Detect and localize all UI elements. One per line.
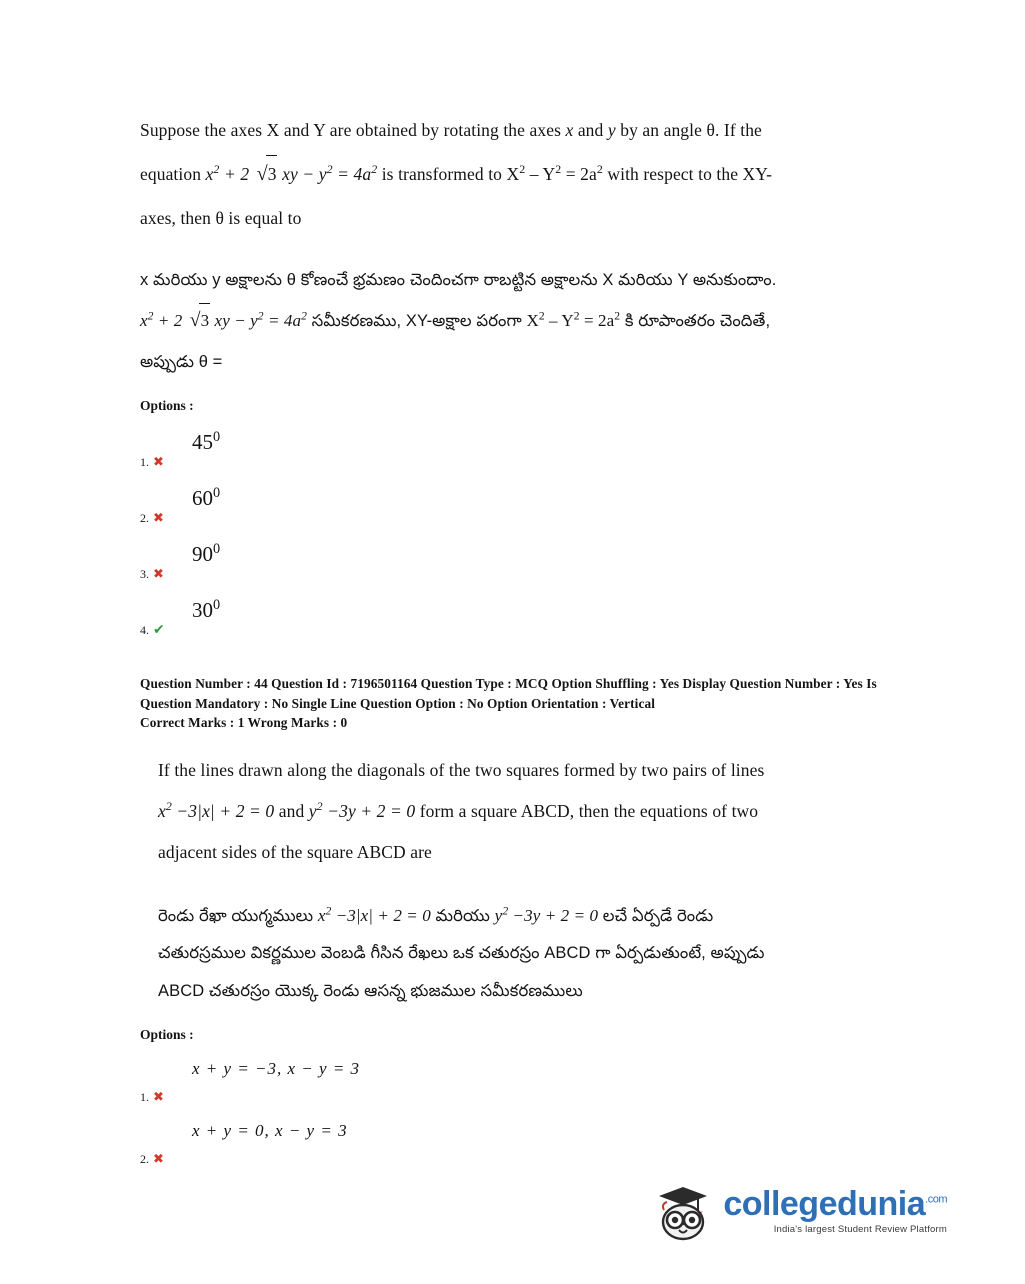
- question-stem-telugu: [140, 262, 880, 383]
- math-var-x: x: [565, 120, 574, 140]
- telugu-line-2: [140, 299, 880, 344]
- radical-icon: √ 3: [255, 151, 277, 198]
- telugu-line-3: ABCD చతురస్రం యొక్క రెండు ఆసన్న భుజముల సమీకరణములు: [158, 982, 583, 1001]
- option-number: 1. ✖: [140, 455, 164, 471]
- equation-lhs: $x^2 + 2$: [205, 162, 254, 185]
- math-var-y: y: [607, 120, 616, 140]
- equation-1: $x^2 -3|x| + 2 = 0$: [317, 903, 431, 925]
- stem-text: equation: [140, 164, 206, 185]
- option-text: x + y = 0, x − y = 3: [192, 1121, 348, 1141]
- wrong-mark-icon: ✖: [153, 455, 164, 471]
- question-metadata: [140, 674, 880, 732]
- options-list-43: [140, 424, 880, 648]
- equation-2: $y^2 -3y + 2 = 0$: [494, 903, 599, 925]
- options-label: Options :: [140, 398, 194, 414]
- brand-tagline: India's largest Student Review Platform: [773, 1224, 947, 1236]
- options-label: Options :: [140, 1027, 194, 1043]
- stem-line-3: adjacent sides of the square ABCD are: [158, 842, 432, 863]
- option-text: $30^0$: [192, 597, 221, 623]
- question-block-44: [140, 674, 880, 1177]
- equation-rhs: $X^2 - Y^2 = 2a^2$: [526, 309, 621, 331]
- option-item[interactable]: [140, 1115, 880, 1177]
- telugu-text: కి రూపాంతరం చెందితే,: [620, 312, 771, 331]
- brand-tld: .com: [925, 1193, 947, 1206]
- option-text: x + y = −3, x − y = 3: [192, 1059, 361, 1079]
- equation-lhs-cont: xy − $y^2 = 4a^2$: [277, 162, 378, 185]
- stem-line-2: [140, 151, 880, 198]
- metadata-line-3: Correct Marks : 1 Wrong Marks : 0: [140, 714, 348, 730]
- stem-line-3: axes, then θ is equal to: [140, 208, 302, 229]
- stem-line-2: [158, 791, 880, 832]
- option-number: 2. ✖: [140, 1152, 164, 1168]
- question-stem-english: [140, 750, 880, 873]
- question-stem-english: [140, 110, 880, 240]
- equation-2: $y^2 -3y + 2 = 0$: [308, 799, 416, 822]
- telugu-line-1: [158, 896, 880, 936]
- wrong-mark-icon: ✖: [153, 1152, 164, 1168]
- option-item[interactable]: [140, 536, 880, 592]
- equation-lhs: $x^2 + 2$: [140, 309, 187, 331]
- metadata-line-2: Question Mandatory : No Single Line Question Option : No Option Orientation : Vertical: [140, 695, 656, 711]
- option-item[interactable]: [140, 1053, 880, 1115]
- option-text: $90^0$: [192, 541, 221, 567]
- telugu-text: మరియు: [430, 906, 495, 925]
- telugu-line-2: చతురస్రముల వికర్ణముల వెంబడి గీసిన రేఖలు ఒక చతురస్రం ABCD గా ఏర్పడుతుంటే, అప్పుడు: [158, 944, 765, 963]
- option-number: 4. ✔: [140, 622, 165, 639]
- equation-rhs: $X^2 - Y^2 = 2a^2$: [506, 162, 603, 185]
- stem-text: form a square ABCD, then the equations of two: [415, 801, 759, 822]
- equation-lhs-cont: xy − $y^2 = 4a^2$: [210, 309, 307, 331]
- wrong-mark-icon: ✖: [153, 511, 164, 527]
- stem-text: with respect to the XY-: [602, 164, 773, 185]
- wrong-mark-icon: ✖: [153, 567, 164, 583]
- question-stem-telugu: [140, 896, 880, 1012]
- option-text: $60^0$: [192, 485, 221, 511]
- stem-line-1: If the lines drawn along the diagonals of the two squares formed by two pairs of lines: [158, 760, 765, 781]
- telugu-text: సమీకరణము, XY-అక్షాల పరంగా: [307, 312, 527, 331]
- equation-1: $x^2 -3|x| + 2 = 0$: [158, 799, 275, 822]
- stem-line-1: [140, 110, 880, 151]
- telugu-text: రెండు రేఖా యుగ్మములు: [158, 906, 318, 925]
- collegedunia-watermark: [653, 1180, 947, 1242]
- options-list-44: [140, 1053, 880, 1177]
- stem-text: is transformed to: [377, 164, 507, 185]
- stem-text: by an angle θ. If the: [615, 120, 762, 140]
- correct-mark-icon: ✔: [153, 622, 165, 639]
- watermark-text: [723, 1187, 947, 1235]
- option-item[interactable]: [140, 424, 880, 480]
- option-text: $45^0$: [192, 429, 221, 455]
- radical-icon: √ 3: [188, 299, 209, 344]
- option-item[interactable]: [140, 480, 880, 536]
- stem-text: and: [274, 801, 309, 822]
- graduate-owl-icon: [653, 1180, 713, 1242]
- telugu-line-3: అప్పుడు θ =: [140, 353, 223, 372]
- stem-text: and: [573, 120, 608, 140]
- option-item[interactable]: [140, 592, 880, 648]
- question-block-43: [140, 110, 880, 648]
- telugu-text: లచే ఏర్పడే రెండు: [598, 906, 714, 925]
- metadata-line-1: Question Number : 44 Question Id : 7196501164 Question Type : MCQ Option Shuffling : Yes Display Question Number : Yes Is: [140, 676, 877, 692]
- option-number: 2. ✖: [140, 511, 164, 527]
- brand-name: collegedunia$^{.com}$: [723, 1185, 947, 1224]
- telugu-line-1: x మరియు y అక్షాలను θ కోణంచే భ్రమణం చెందించగా రాబట్టిన అక్షాలను X మరియు Y అనుకుందాం.: [140, 270, 777, 289]
- stem-text: Suppose the axes X and Y are obtained by rotating the axes: [140, 120, 566, 140]
- wrong-mark-icon: ✖: [153, 1090, 164, 1106]
- option-number: 3. ✖: [140, 567, 164, 583]
- option-number: 1. ✖: [140, 1090, 164, 1106]
